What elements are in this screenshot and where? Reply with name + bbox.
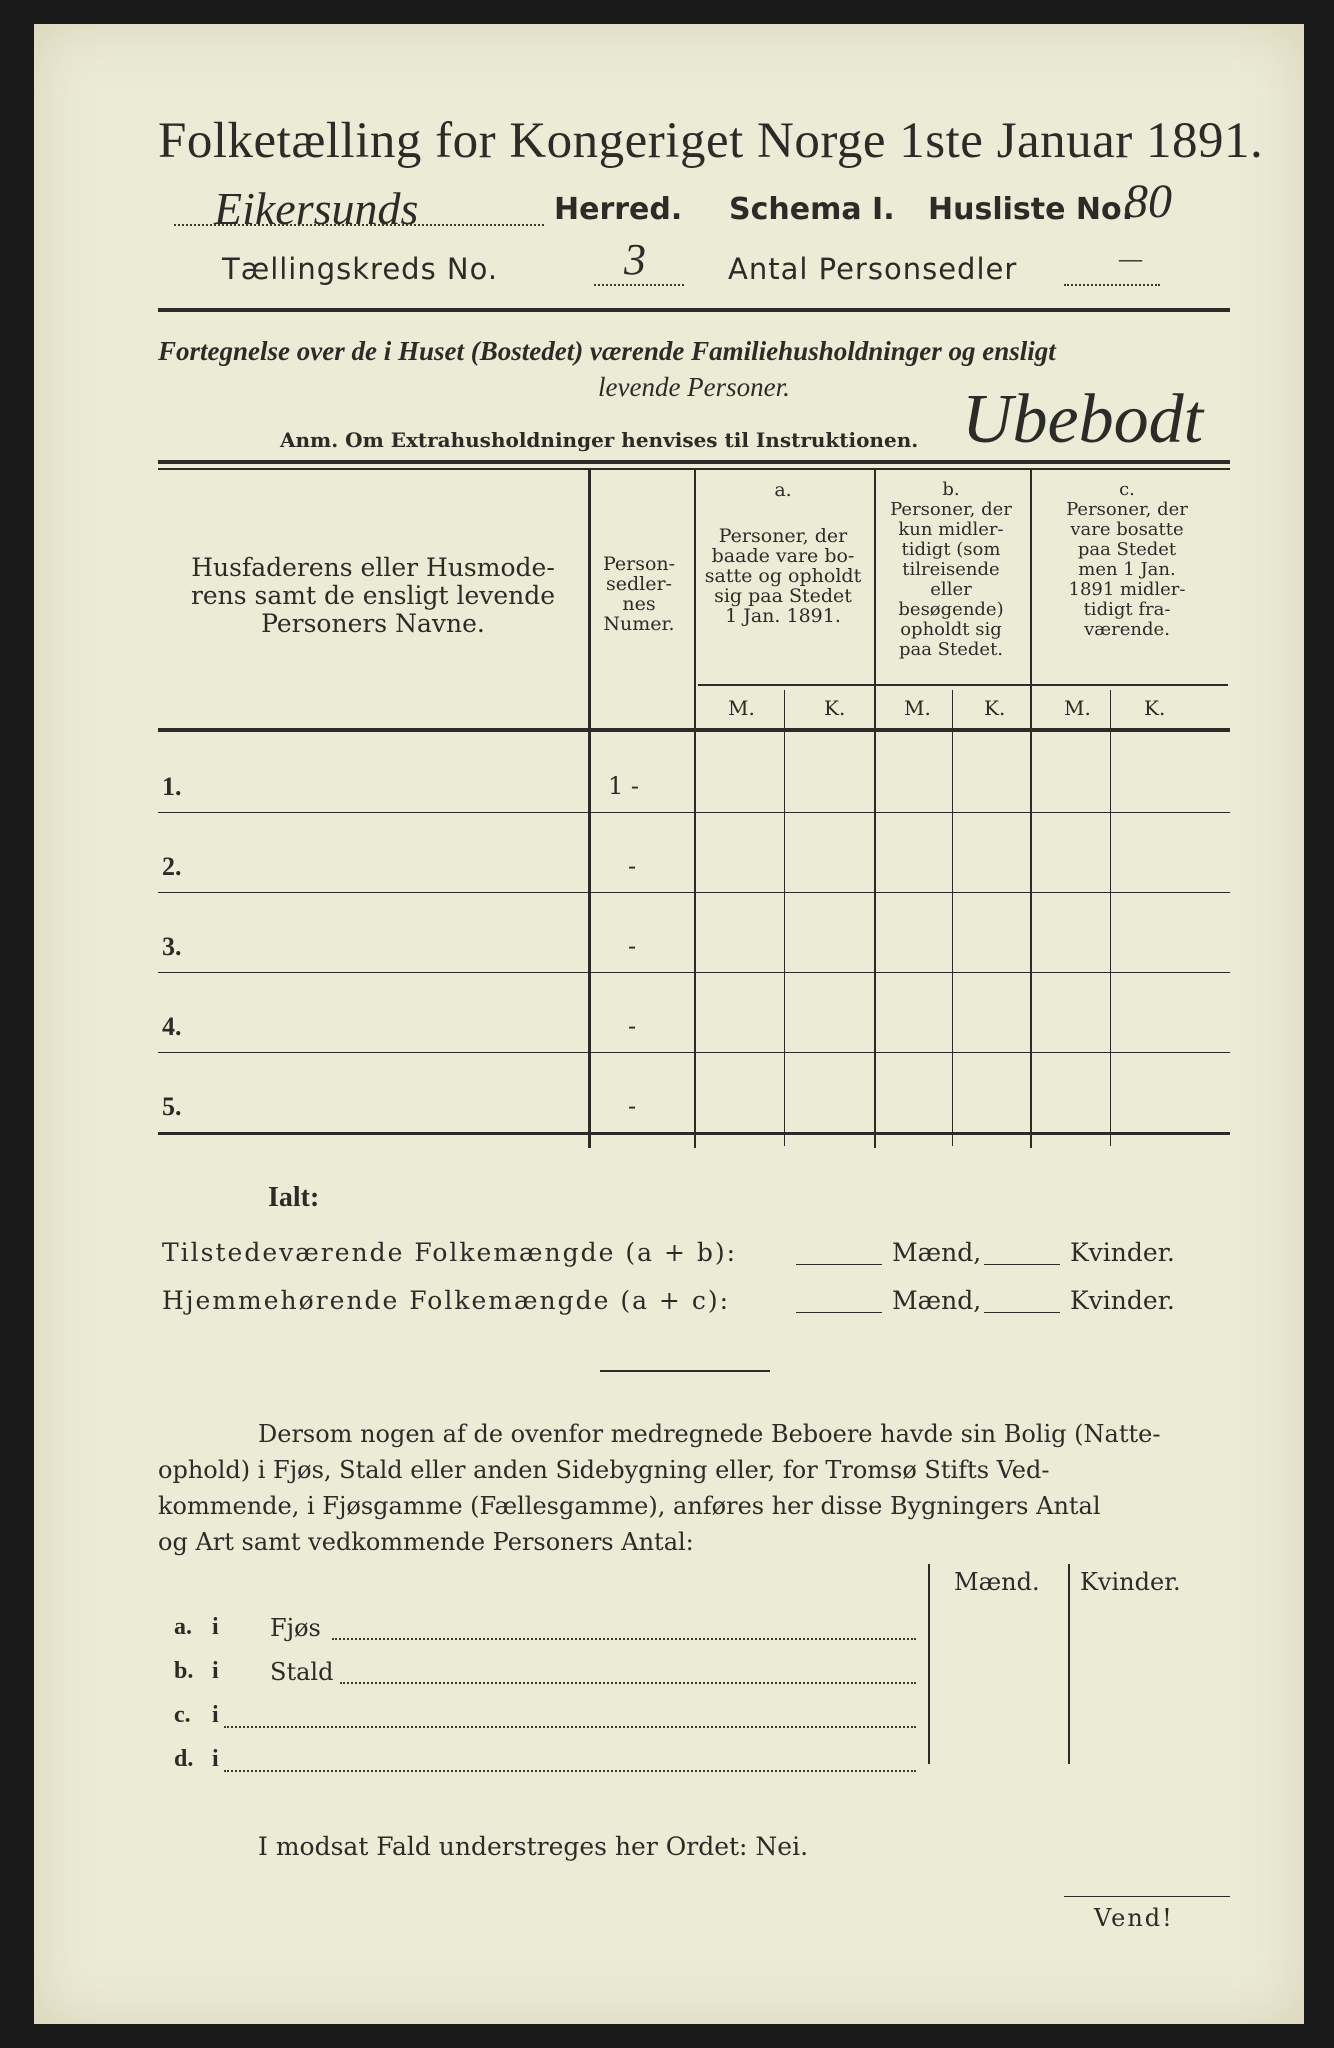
form-title: Folketælling for Kongeriget Norge 1ste Januar 1891. [158, 113, 1264, 169]
col-c-line7: værende. [1084, 619, 1170, 640]
col-num-line3: nes [622, 593, 656, 615]
col-num-line1: Person- [602, 553, 676, 575]
outbuildings-para-line2: ophold) i Fjøs, Stald eller anden Sidebygning eller, for Tromsø Stifts Ved- [158, 1456, 1050, 1484]
intro-line2: levende Personer. [598, 372, 790, 402]
handwritten-ubebodt: Ubebodt [962, 381, 1204, 458]
total-present-maend: Mænd, [892, 1238, 982, 1267]
col-name-header [168, 554, 578, 638]
vline-a-b [874, 468, 876, 1148]
item-dotline [224, 1726, 916, 1728]
outbuildings-vline-1 [928, 1564, 930, 1764]
col-c-line3: paa Stedet [1077, 539, 1177, 560]
outbuildings-col-maend: Mænd. [954, 1568, 1040, 1596]
taellingskreds-label: Tællingskreds No. [222, 252, 499, 286]
item-letter: c. [174, 1702, 191, 1728]
schema-label: Schema I. [729, 192, 895, 227]
item-dotline [340, 1682, 916, 1684]
outbuildings-col-kvinder: Kvinder. [1080, 1568, 1181, 1596]
item-letter: b. [174, 1658, 194, 1684]
col-b-line2: kun midler- [898, 519, 1004, 540]
section-separator [600, 1370, 770, 1372]
col-c-m-label: M. [1064, 696, 1091, 720]
item-dotline [332, 1638, 916, 1640]
col-c-k-label: K. [1144, 696, 1166, 720]
row-num: - [628, 852, 637, 880]
row-num: - [628, 1012, 637, 1040]
vline-b-mk [952, 690, 953, 1146]
col-b-line8: paa Stedet. [898, 639, 1004, 660]
subheader-rule [698, 684, 1228, 686]
row-rule-2 [158, 892, 1230, 893]
col-b-letter: b. [942, 479, 960, 500]
row-label: 1. [162, 772, 182, 801]
antal-value: — [1119, 244, 1143, 273]
item-label: Fjøs [270, 1614, 321, 1642]
col-c-header [1034, 480, 1220, 640]
row-rule-4 [158, 1052, 1230, 1053]
item-label: Stald [270, 1658, 334, 1686]
col-a-line1: Personer, der [718, 525, 848, 547]
vend-rule [1064, 1896, 1230, 1897]
item-prep: i [212, 1702, 219, 1728]
item-letter: d. [174, 1746, 194, 1772]
col-a-letter: a. [774, 479, 792, 501]
row-label: 3. [162, 932, 182, 961]
col-b-line4: tilreisende [902, 559, 1000, 580]
total-resident-maend-blank [796, 1312, 882, 1313]
total-resident-label: Hjemmehørende Folkemængde (a + c): [162, 1286, 730, 1315]
col-name-line2: rens samt de ensligt levende [190, 581, 556, 610]
husliste-label: Husliste No. [928, 192, 1133, 227]
col-c-line5: 1891 midler- [1068, 579, 1186, 600]
header-rule [158, 308, 1230, 312]
total-present-maend-blank [796, 1264, 882, 1265]
herred-label: Herred. [554, 192, 683, 227]
col-a-line5: 1 Jan. 1891. [725, 605, 841, 627]
row-label: 4. [162, 1012, 182, 1041]
row-label: 5. [162, 1092, 182, 1121]
col-c-line2: vare bosatte [1070, 519, 1184, 540]
table-top-rule [158, 460, 1230, 464]
vline-b-c [1030, 468, 1032, 1148]
col-c-letter: c. [1119, 479, 1135, 500]
vline-a-mk [784, 690, 785, 1146]
antal-dotline [1064, 284, 1160, 286]
census-form-page [34, 24, 1304, 2024]
col-num-line2: sedler- [606, 573, 672, 595]
col-b-line3: tidigt (som [901, 539, 1001, 560]
col-a-header [698, 480, 868, 626]
row-num: - [628, 932, 637, 960]
col-c-line4: men 1 Jan. [1078, 559, 1176, 580]
col-a-line2: baade vare bo- [711, 545, 855, 567]
col-num-line4: Numer. [603, 613, 675, 635]
outbuildings-vline-2 [1068, 1564, 1070, 1764]
col-c-line1: Personer, der [1066, 499, 1188, 520]
col-b-line1: Personer, der [890, 499, 1012, 520]
anm-note: Anm. Om Extrahusholdninger henvises til Instruktionen. [280, 428, 919, 452]
col-b-k-label: K. [984, 696, 1006, 720]
item-prep: i [212, 1746, 219, 1772]
taellingskreds-number: 3 [624, 235, 646, 284]
item-dotline [224, 1770, 916, 1772]
item-prep: i [212, 1614, 219, 1640]
col-c-line6: tidigt fra- [1083, 599, 1171, 620]
total-resident-kvinder: Kvinder. [1070, 1286, 1175, 1315]
col-b-line5: eller [930, 579, 972, 600]
outbuildings-para-line1: Dersom nogen af de ovenfor medregnede Beboere havde sin Bolig (Natte- [258, 1420, 1161, 1448]
total-present-label: Tilstedeværende Folkemængde (a + b): [162, 1238, 738, 1267]
vline-num-a [694, 468, 696, 1148]
husliste-number: 80 [1124, 175, 1172, 228]
table-bottom-rule [158, 1132, 1230, 1135]
outbuildings-para-line3: kommende, i Fjøsgamme (Fællesgamme), anføres her disse Bygningers Antal [158, 1492, 1101, 1520]
col-num-header [592, 554, 686, 634]
outbuildings-para-line4: og Art samt vedkommende Personers Antal: [158, 1528, 694, 1556]
herred-name: Eikersunds [214, 183, 419, 234]
total-resident-kvinder-blank [984, 1312, 1060, 1313]
vline-name-num [588, 468, 591, 1148]
col-name-line1: Husfaderens eller Husmode- [191, 553, 555, 582]
row-num: 1 - [608, 772, 640, 800]
total-present-kvinder-blank [984, 1264, 1060, 1265]
col-b-line6: besøgende) [898, 599, 1004, 620]
col-a-line3: satte og opholdt [704, 565, 862, 587]
total-present-kvinder: Kvinder. [1070, 1238, 1175, 1267]
col-b-line7: opholdt sig [900, 619, 1002, 640]
col-a-m-label: M. [728, 696, 755, 720]
row-label: 2. [162, 852, 182, 881]
col-b-m-label: M. [904, 696, 931, 720]
antal-label: Antal Personsedler [728, 252, 1018, 286]
col-name-line3: Personers Navne. [261, 609, 485, 638]
row-rule-1 [158, 812, 1230, 813]
row-rule-3 [158, 972, 1230, 973]
item-prep: i [212, 1658, 219, 1684]
col-b-header [878, 480, 1024, 660]
vend-label: Vend! [1094, 1904, 1174, 1932]
herred-dotline [174, 224, 544, 226]
item-letter: a. [174, 1614, 192, 1640]
total-resident-maend: Mænd, [892, 1286, 982, 1315]
intro-line1: Fortegnelse over de i Huset (Bostedet) værende Familiehusholdninger og ensligt [158, 336, 1056, 366]
vline-c-mk [1110, 690, 1111, 1146]
col-a-line4: sig paa Stedet [714, 585, 852, 607]
taellingskreds-dotline [594, 284, 684, 286]
col-a-k-label: K. [824, 696, 846, 720]
footer-note: I modsat Fald understreges her Ordet: Nei. [258, 1832, 809, 1861]
row-num: - [628, 1092, 637, 1120]
ialt-label: Ialt: [268, 1182, 320, 1213]
